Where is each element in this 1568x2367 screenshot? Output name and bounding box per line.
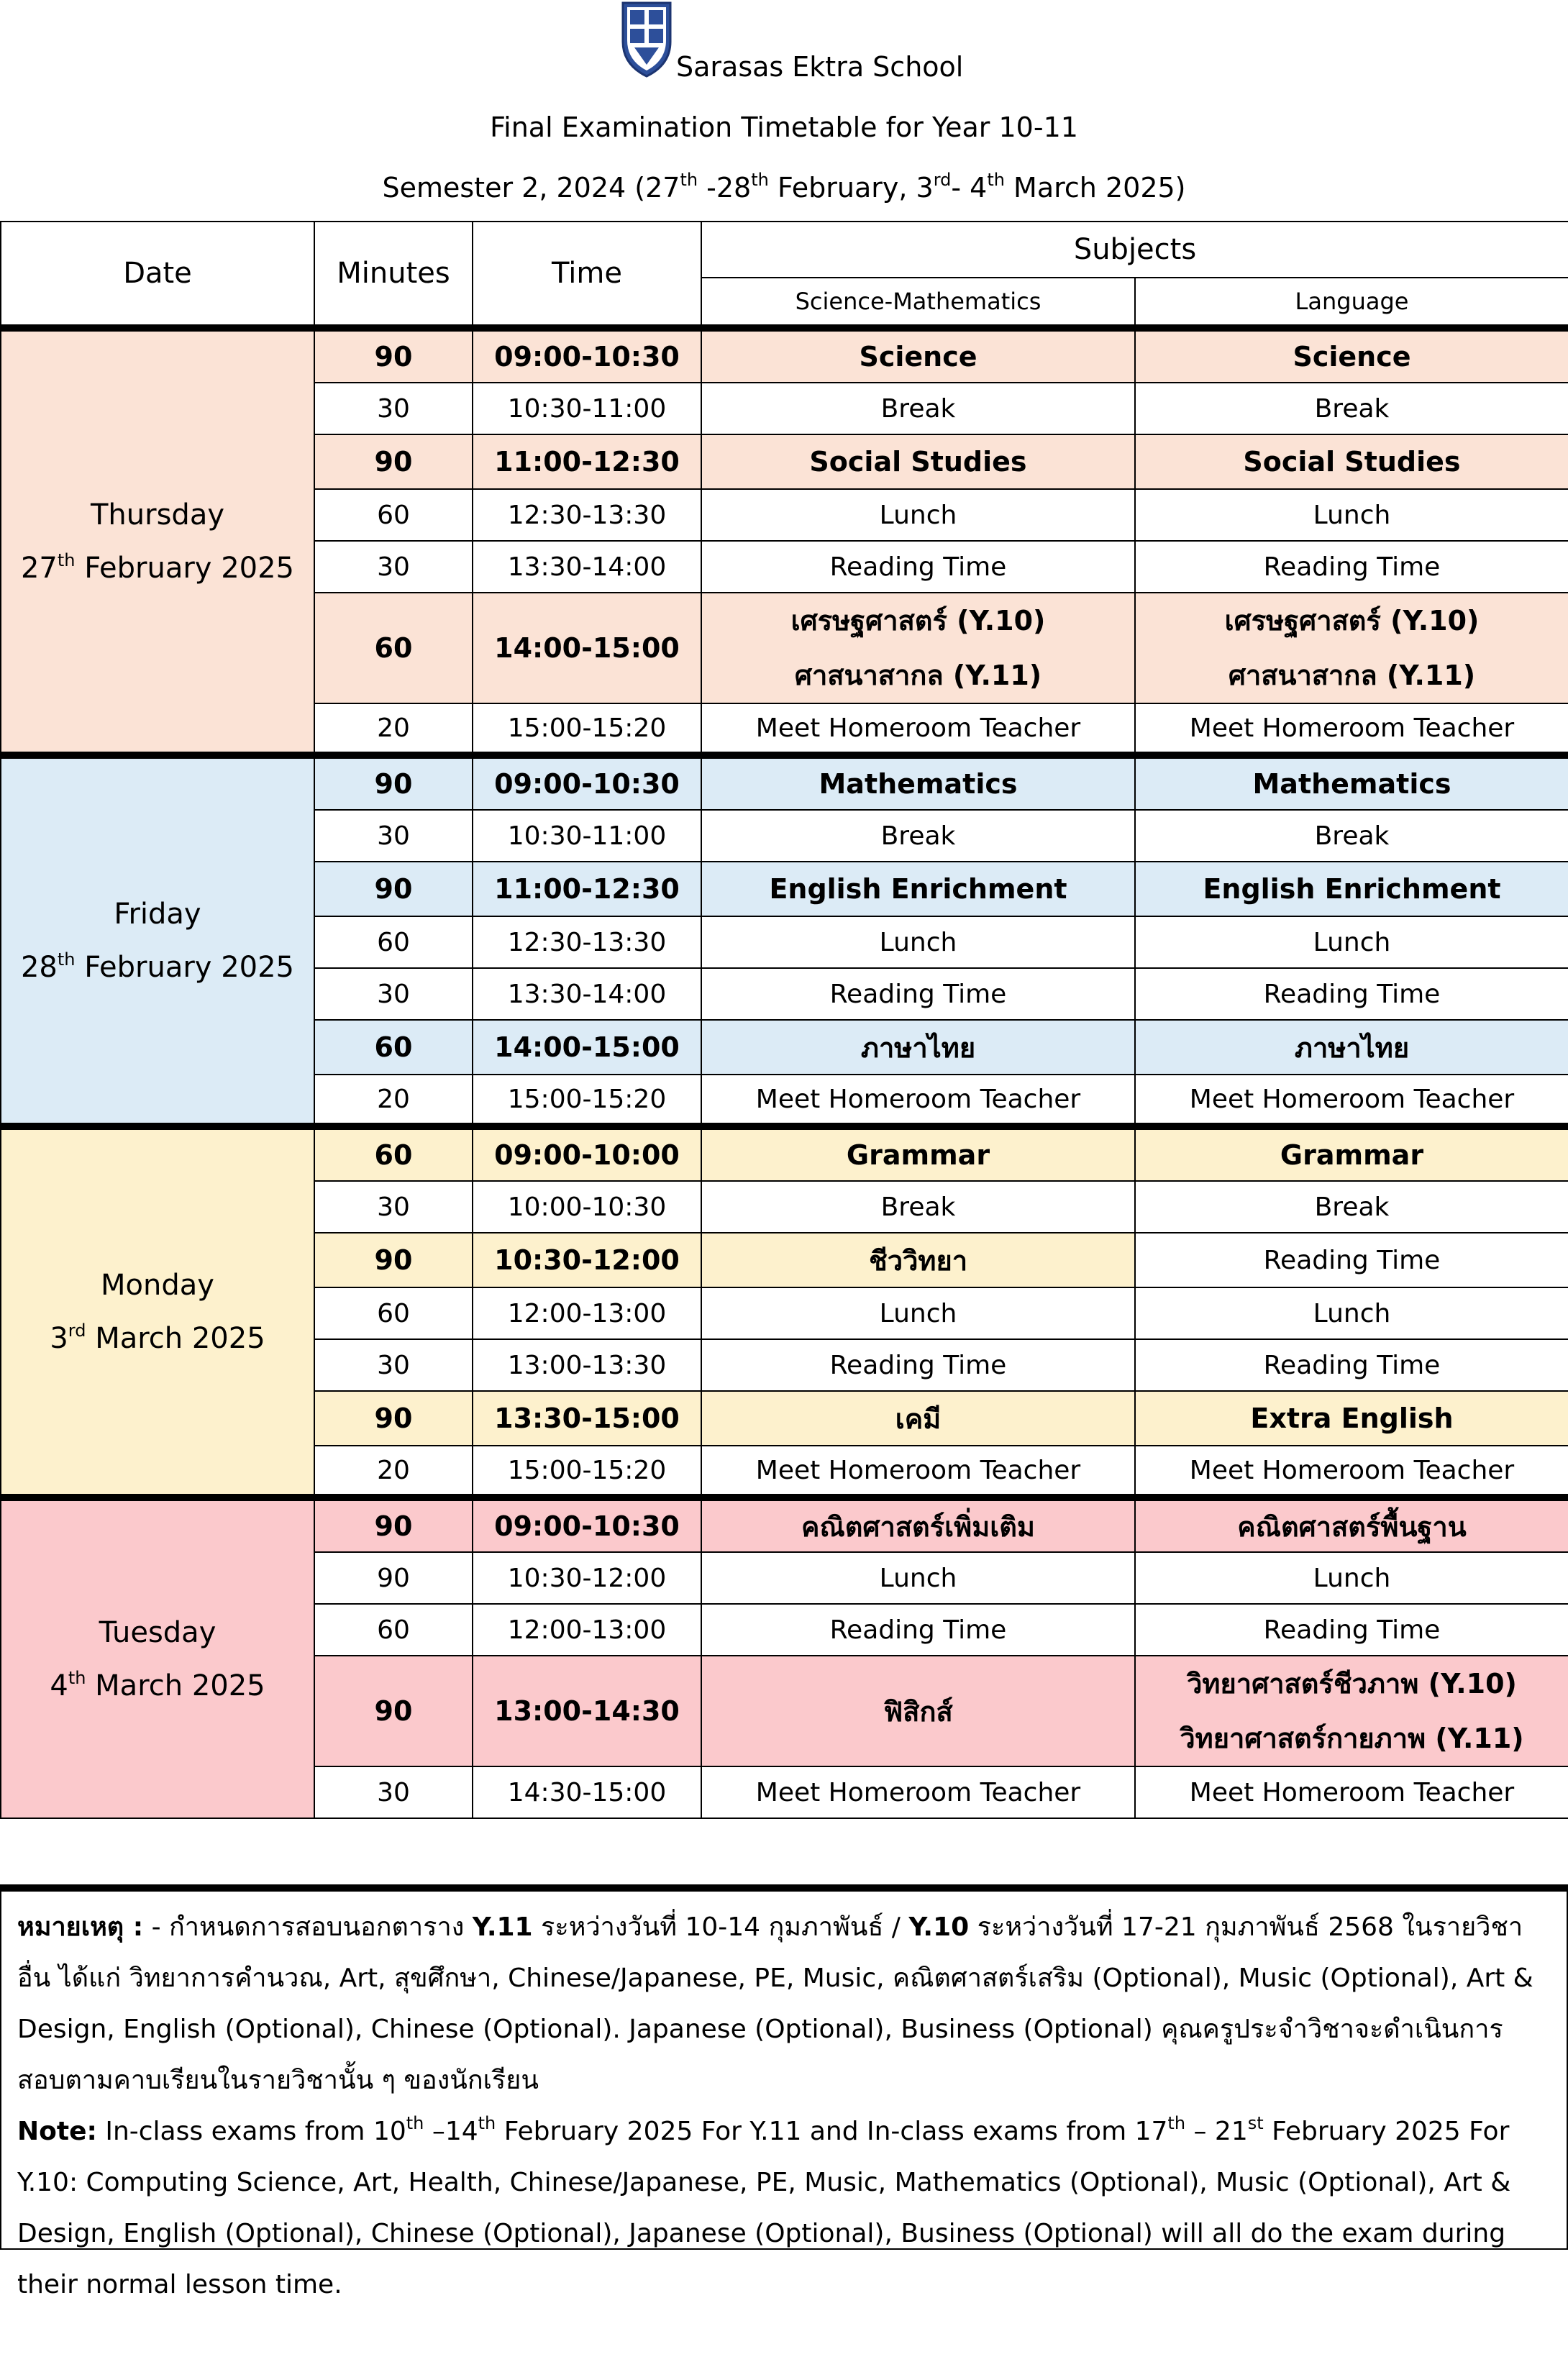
time-cell: 13:00-13:30 bbox=[473, 1339, 701, 1391]
table-row bbox=[1, 1126, 1568, 1181]
language-subject-cell: Lunch bbox=[1135, 489, 1568, 541]
day-date-cell bbox=[1, 328, 314, 755]
minutes-cell: 90 bbox=[314, 434, 473, 489]
science-math-subject-cell: Lunch bbox=[701, 916, 1135, 968]
time-cell: 10:00-10:30 bbox=[473, 1181, 701, 1233]
language-subject-cell: English Enrichment bbox=[1135, 862, 1568, 916]
minutes-cell: 30 bbox=[314, 1339, 473, 1391]
minutes-cell: 90 bbox=[314, 1552, 473, 1604]
science-math-subject-cell: Reading Time bbox=[701, 541, 1135, 593]
language-subject-cell: Meet Homeroom Teacher bbox=[1135, 1075, 1568, 1126]
time-cell: 13:00-14:30 bbox=[473, 1656, 701, 1766]
minutes-cell: 60 bbox=[314, 1020, 473, 1075]
time-cell: 12:00-13:00 bbox=[473, 1604, 701, 1656]
science-math-subject-cell: Lunch bbox=[701, 1552, 1135, 1604]
minutes-cell: 30 bbox=[314, 1766, 473, 1818]
language-subject-cell: Reading Time bbox=[1135, 1604, 1568, 1656]
day-date-cell bbox=[1, 1126, 314, 1497]
minutes-cell: 60 bbox=[314, 916, 473, 968]
science-math-subject-cell: ฟิสิกส์ bbox=[701, 1656, 1135, 1766]
minutes-cell: 20 bbox=[314, 1075, 473, 1126]
header-time: Time bbox=[473, 222, 701, 328]
language-subject-cell: Extra English bbox=[1135, 1391, 1568, 1446]
time-cell: 12:30-13:30 bbox=[473, 489, 701, 541]
language-subject-cell: Reading Time bbox=[1135, 541, 1568, 593]
language-subject-cell: Mathematics bbox=[1135, 755, 1568, 810]
science-math-subject-cell: เคมี bbox=[701, 1391, 1135, 1446]
day-date: 3rd March 2025 bbox=[50, 1320, 265, 1355]
header-language: Language bbox=[1135, 278, 1568, 328]
language-subject-cell: Meet Homeroom Teacher bbox=[1135, 703, 1568, 755]
science-math-subject-cell: Reading Time bbox=[701, 1604, 1135, 1656]
language-subject-cell: Break bbox=[1135, 1181, 1568, 1233]
science-math-subject-cell: Mathematics bbox=[701, 755, 1135, 810]
science-math-subject-cell: Break bbox=[701, 1181, 1135, 1233]
school-crest-icon bbox=[619, 0, 675, 79]
language-subject-cell: Break bbox=[1135, 383, 1568, 434]
language-subject-cell: Reading Time bbox=[1135, 1233, 1568, 1287]
language-subject-cell: Lunch bbox=[1135, 1287, 1568, 1339]
minutes-cell: 90 bbox=[314, 1497, 473, 1552]
day-date-cell bbox=[1, 755, 314, 1126]
science-math-subject-cell: English Enrichment bbox=[701, 862, 1135, 916]
school-name: Sarasas Ektra School bbox=[676, 51, 964, 83]
minutes-cell: 90 bbox=[314, 755, 473, 810]
minutes-cell: 60 bbox=[314, 1287, 473, 1339]
minutes-cell: 90 bbox=[314, 1656, 473, 1766]
language-subject-cell: Break bbox=[1135, 810, 1568, 862]
time-cell: 10:30-12:00 bbox=[473, 1552, 701, 1604]
day-date-cell bbox=[1, 1497, 314, 1818]
science-math-subject-cell: Reading Time bbox=[701, 968, 1135, 1020]
science-math-subject-cell: Meet Homeroom Teacher bbox=[701, 703, 1135, 755]
exam-timetable bbox=[0, 221, 1568, 1819]
time-cell: 14:00-15:00 bbox=[473, 593, 701, 703]
science-math-subject-cell: Meet Homeroom Teacher bbox=[701, 1075, 1135, 1126]
science-math-subject-cell: Science bbox=[701, 328, 1135, 383]
science-math-subject-cell: Lunch bbox=[701, 489, 1135, 541]
minutes-cell: 60 bbox=[314, 1126, 473, 1181]
language-subject-cell: Science bbox=[1135, 328, 1568, 383]
language-subject-cell: Lunch bbox=[1135, 1552, 1568, 1604]
day-name: Thursday bbox=[91, 498, 224, 532]
time-cell: 14:00-15:00 bbox=[473, 1020, 701, 1075]
science-math-subject-cell: เศรษฐศาสตร์ (Y.10) ศาสนาสากล (Y.11) bbox=[701, 593, 1135, 703]
language-subject-cell: วิทยาศาสตร์ชีวภาพ (Y.10) วิทยาศาสตร์กายภาพ (Y.11) bbox=[1135, 1656, 1568, 1766]
minutes-cell: 30 bbox=[314, 810, 473, 862]
minutes-cell: 60 bbox=[314, 593, 473, 703]
minutes-cell: 30 bbox=[314, 1181, 473, 1233]
time-cell: 09:00-10:30 bbox=[473, 755, 701, 810]
minutes-cell: 90 bbox=[314, 862, 473, 916]
day-date: 27th February 2025 bbox=[20, 549, 294, 585]
science-math-subject-cell: Meet Homeroom Teacher bbox=[701, 1766, 1135, 1818]
time-cell: 14:30-15:00 bbox=[473, 1766, 701, 1818]
language-subject-cell: Lunch bbox=[1135, 916, 1568, 968]
science-math-subject-cell: คณิตศาสตร์เพิ่มเติม bbox=[701, 1497, 1135, 1552]
time-cell: 11:00-12:30 bbox=[473, 434, 701, 489]
language-subject-cell: Reading Time bbox=[1135, 968, 1568, 1020]
time-cell: 09:00-10:30 bbox=[473, 328, 701, 383]
minutes-cell: 90 bbox=[314, 1391, 473, 1446]
table-row bbox=[1, 1497, 1568, 1552]
document-title: Final Examination Timetable for Year 10-11 bbox=[490, 111, 1078, 143]
thai-note: หมายเหตุ : - กำหนดการสอบนอกตาราง Y.11 ระหว่างวันที่ 10-14 กุมภาพันธ์ / Y.10 ระหว่างวันที่ 17-21 กุมภาพันธ์ 2568 ในรายวิชาอื่น ได้แก่ วิทยาการคำนวณ, Art, สุขศึกษา, Chinese/Japanese, PE, Music, คณิตศาสตร์เสริม (Optional), Music (Optional), Art & Design, English (Optional), Chinese (Optional). Japanese (Optional), Business (Optional) คุณครูประจำวิชาจะดำเนินการสอบตามคาบเรียนในรายวิชานั้น ๆ ของนักเรียน bbox=[17, 1912, 1533, 2095]
document-header bbox=[0, 0, 1568, 219]
language-subject-cell: Grammar bbox=[1135, 1126, 1568, 1181]
header-subjects: Subjects bbox=[701, 222, 1568, 278]
day-date: 28th February 2025 bbox=[20, 949, 294, 984]
day-name: Friday bbox=[114, 898, 201, 931]
science-math-subject-cell: Social Studies bbox=[701, 434, 1135, 489]
time-cell: 10:30-11:00 bbox=[473, 383, 701, 434]
language-subject-cell: คณิตศาสตร์พื้นฐาน bbox=[1135, 1497, 1568, 1552]
minutes-cell: 60 bbox=[314, 1604, 473, 1656]
time-cell: 12:00-13:00 bbox=[473, 1287, 701, 1339]
time-cell: 15:00-15:20 bbox=[473, 1446, 701, 1497]
time-cell: 10:30-12:00 bbox=[473, 1233, 701, 1287]
minutes-cell: 90 bbox=[314, 1233, 473, 1287]
time-cell: 10:30-11:00 bbox=[473, 810, 701, 862]
minutes-cell: 30 bbox=[314, 968, 473, 1020]
time-cell: 09:00-10:00 bbox=[473, 1126, 701, 1181]
day-date: 4th March 2025 bbox=[50, 1667, 265, 1702]
science-math-subject-cell: Break bbox=[701, 383, 1135, 434]
science-math-subject-cell: Reading Time bbox=[701, 1339, 1135, 1391]
day-name: Monday bbox=[101, 1269, 214, 1302]
table-row bbox=[1, 328, 1568, 383]
language-subject-cell: Reading Time bbox=[1135, 1339, 1568, 1391]
language-subject-cell: Meet Homeroom Teacher bbox=[1135, 1766, 1568, 1818]
time-cell: 13:30-15:00 bbox=[473, 1391, 701, 1446]
header-minutes: Minutes bbox=[314, 222, 473, 328]
science-math-subject-cell: Meet Homeroom Teacher bbox=[701, 1446, 1135, 1497]
science-math-subject-cell: Break bbox=[701, 810, 1135, 862]
time-cell: 12:30-13:30 bbox=[473, 916, 701, 968]
minutes-cell: 30 bbox=[314, 383, 473, 434]
notes-section bbox=[0, 1884, 1568, 2299]
time-cell: 11:00-12:30 bbox=[473, 862, 701, 916]
time-cell: 09:00-10:30 bbox=[473, 1497, 701, 1552]
time-cell: 13:30-14:00 bbox=[473, 968, 701, 1020]
day-name: Tuesday bbox=[99, 1616, 216, 1649]
time-cell: 15:00-15:20 bbox=[473, 1075, 701, 1126]
table-row bbox=[1, 755, 1568, 810]
minutes-cell: 20 bbox=[314, 1446, 473, 1497]
language-subject-cell: Social Studies bbox=[1135, 434, 1568, 489]
science-math-subject-cell: Grammar bbox=[701, 1126, 1135, 1181]
minutes-cell: 30 bbox=[314, 541, 473, 593]
language-subject-cell: ภาษาไทย bbox=[1135, 1020, 1568, 1075]
minutes-cell: 90 bbox=[314, 328, 473, 383]
time-cell: 15:00-15:20 bbox=[473, 703, 701, 755]
language-subject-cell: เศรษฐศาสตร์ (Y.10) ศาสนาสากล (Y.11) bbox=[1135, 593, 1568, 703]
science-math-subject-cell: ชีววิทยา bbox=[701, 1233, 1135, 1287]
semester-line: Semester 2, 2024 (27th -28th February, 3rd- 4th March 2025) bbox=[382, 170, 1186, 204]
minutes-cell: 60 bbox=[314, 489, 473, 541]
minutes-cell: 20 bbox=[314, 703, 473, 755]
language-subject-cell: Meet Homeroom Teacher bbox=[1135, 1446, 1568, 1497]
english-note: Note: In-class exams from 10th –14th February 2025 For Y.11 and In-class exams from 17th – 21st February 2025 For Y.10: Computing Science, Art, Health, Chinese/Japanese, PE, Music, Mathematics (Optional), Music (Optional), Art & Design, English (Optional), Chinese (Optional), Japanese (Optional), Business (Optional) will all do the exam during their normal lesson time. bbox=[17, 2113, 1511, 2299]
time-cell: 13:30-14:00 bbox=[473, 541, 701, 593]
header-date: Date bbox=[1, 222, 314, 328]
header-science-mathematics: Science-Mathematics bbox=[701, 278, 1135, 328]
science-math-subject-cell: ภาษาไทย bbox=[701, 1020, 1135, 1075]
science-math-subject-cell: Lunch bbox=[701, 1287, 1135, 1339]
